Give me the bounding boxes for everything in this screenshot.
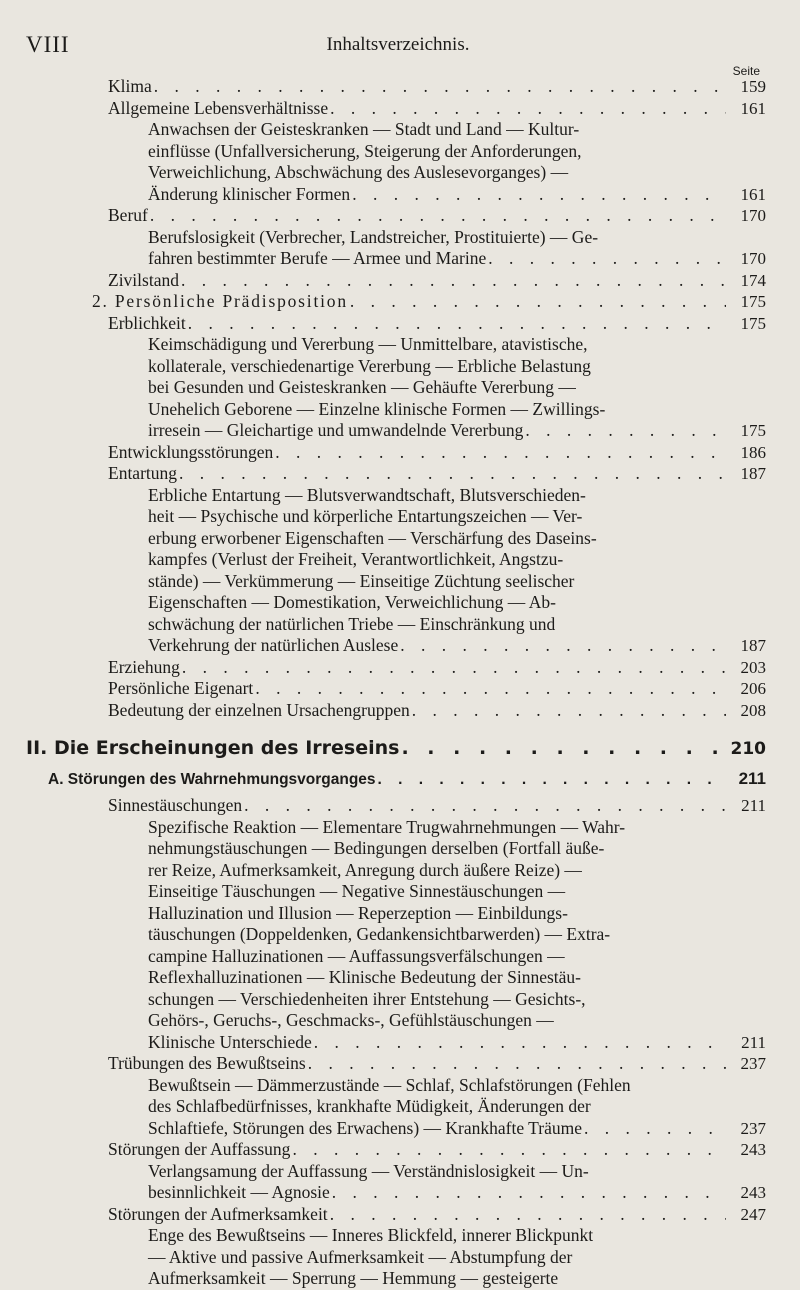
dot-leader bbox=[292, 1139, 726, 1160]
dot-leader bbox=[182, 657, 726, 678]
description-line: Gehörs-, Geruchs-, Geschmacks-, Gefühlstäuschungen — bbox=[148, 1010, 554, 1030]
toc-page-number: 243 bbox=[740, 1140, 766, 1159]
toc-page-number: 159 bbox=[740, 77, 766, 96]
description-line: kampfes (Verlust der Freiheit, Verantwortlichkeit, Angstzu- bbox=[148, 549, 564, 569]
dot-leader bbox=[244, 795, 726, 816]
dot-leader bbox=[401, 737, 726, 759]
toc-page-number: 187 bbox=[740, 464, 766, 483]
description-last-line: Verkehrung der natürlichen Auslese bbox=[148, 635, 399, 655]
description-line: nehmungstäuschungen — Bedingungen derselben (Fortfall äuße- bbox=[148, 838, 605, 858]
toc-entry-title: Persönliche Eigenart bbox=[108, 678, 254, 698]
toc-page-number: 175 bbox=[740, 313, 766, 333]
description-line: Erbliche Entartung — Blutsverwandtschaft, Blutsverschieden- bbox=[148, 484, 586, 505]
description-line: Keimschädigung und Vererbung — Unmittelbare, atavistische, bbox=[148, 334, 588, 354]
toc-entry-title: Entwicklungsstörungen bbox=[108, 441, 274, 462]
toc-entry-title: Störungen der Auffassung bbox=[108, 1139, 291, 1159]
description-line: Halluzination und Illusion — Reperzeption — Einbildungs- bbox=[148, 902, 568, 923]
dot-leader bbox=[181, 270, 726, 291]
description-last-line: besinnlichkeit — Agnosie bbox=[148, 1182, 330, 1202]
toc-entry-entartung bbox=[0, 463, 800, 485]
description-line: kollaterale, verschiedenartige Vererbung — Erbliche Belastung bbox=[148, 355, 591, 376]
toc-page-number: 170 bbox=[740, 249, 766, 268]
description-line: Reflexhalluzinationen — Klinische Bedeutung der Sinnestäu- bbox=[148, 967, 582, 987]
subsection-title: A. Störungen des Wahrnehmungsvorganges bbox=[48, 771, 376, 788]
toc-page-number: 247 bbox=[740, 1204, 766, 1224]
dot-leader bbox=[330, 1204, 726, 1225]
toc-page-number: 175 bbox=[740, 421, 766, 440]
dot-leader bbox=[584, 1118, 726, 1140]
description-last-line: Schlaftiefe, Störungen des Erwachens) — Krankhafte Träume bbox=[148, 1117, 582, 1138]
toc-entry-truebungen-des-bewusstseins bbox=[0, 1053, 800, 1075]
toc-page-number: 161 bbox=[740, 184, 766, 204]
toc-page-number: 243 bbox=[740, 1183, 766, 1202]
toc-page-number: 186 bbox=[740, 442, 766, 462]
description-last-line: Klinische Unterschiede bbox=[148, 1031, 312, 1052]
dot-leader bbox=[350, 291, 726, 312]
description-line: täuschungen (Doppeldenken, Gedankensichtbarwerden) — Extra- bbox=[148, 924, 611, 944]
dot-leader bbox=[378, 771, 726, 789]
page-number: VIII bbox=[26, 32, 70, 57]
toc-description-spezifische-reaktion bbox=[0, 817, 800, 1054]
toc-entry-title: 2. Persönliche Prädisposition bbox=[92, 291, 348, 311]
dot-leader bbox=[412, 700, 726, 721]
toc-entry-title: Erblichkeit bbox=[108, 312, 186, 333]
dot-leader bbox=[525, 420, 726, 442]
toc-entry-sinnestaeuschungen bbox=[0, 795, 800, 817]
toc-page-number: 175 bbox=[740, 292, 766, 311]
toc-page-number: 170 bbox=[740, 206, 766, 225]
toc-entry-title: Störungen der Aufmerksamkeit bbox=[108, 1203, 328, 1224]
table-of-contents bbox=[0, 76, 800, 1290]
seite-column-label: Seite bbox=[732, 64, 760, 78]
dot-leader bbox=[330, 98, 726, 119]
description-line: Berufslosigkeit (Verbrecher, Landstreicher, Prostituierte) — Ge- bbox=[148, 226, 599, 247]
toc-description-enge-des-bewusstseins bbox=[0, 1225, 800, 1290]
toc-description-keimschaedigung bbox=[0, 334, 800, 442]
toc-entry-erblichkeit bbox=[0, 313, 800, 335]
dot-leader bbox=[179, 463, 726, 484]
description-line: erbung erworbener Eigenschaften — Verschärfung des Daseins- bbox=[148, 527, 597, 548]
toc-page-number: 208 bbox=[740, 700, 766, 720]
description-line: schwächung der natürlichen Triebe — Einschränkung und bbox=[148, 613, 556, 634]
toc-entry-persoenliche-eigenart bbox=[0, 678, 800, 700]
toc-entry-bedeutung bbox=[0, 700, 800, 722]
description-line: heit — Psychische und körperliche Entartungszeichen — Ver- bbox=[148, 506, 583, 526]
toc-page-number: 211 bbox=[738, 769, 766, 788]
toc-page-number: 187 bbox=[740, 636, 766, 655]
description-line: Bewußtsein — Dämmerzustände — Schlaf, Schlafstörungen (Fehlen bbox=[148, 1074, 631, 1095]
dot-leader bbox=[308, 1053, 726, 1074]
description-line: einflüsse (Unfallversicherung, Steigerung der Anforderungen, bbox=[148, 140, 582, 161]
dot-leader bbox=[314, 1032, 726, 1054]
dot-leader bbox=[332, 1182, 726, 1204]
dot-leader bbox=[150, 205, 726, 226]
description-line: schungen — Verschiedenheiten ihrer Entstehung — Gesichts-, bbox=[148, 988, 586, 1009]
description-line: bei Gesunden und Geisteskranken — Gehäufte Vererbung — bbox=[148, 377, 576, 397]
toc-page-number: 203 bbox=[740, 657, 766, 677]
description-line: Unehelich Geborene — Einzelne klinische Formen — Zwillings- bbox=[148, 398, 606, 419]
toc-entry-title: Zivilstand bbox=[108, 269, 179, 290]
description-last-line: Änderung klinischer Formen bbox=[148, 183, 351, 204]
toc-page-number: 237 bbox=[740, 1118, 766, 1138]
dot-leader bbox=[352, 184, 726, 206]
toc-entry-entwicklungsstoerungen bbox=[0, 442, 800, 464]
toc-entry-title: Bedeutung der einzelnen Ursachengruppen bbox=[108, 699, 410, 720]
description-line: — Aktive und passive Aufmerksamkeit — Abstumpfung der bbox=[148, 1246, 573, 1267]
dot-leader bbox=[400, 635, 726, 657]
toc-entry-title: Sinnestäuschungen bbox=[108, 795, 243, 815]
description-line: Verlangsamung der Auffassung — Verständnislosigkeit — Un- bbox=[148, 1160, 589, 1181]
toc-page-number: 237 bbox=[740, 1054, 766, 1073]
toc-entry-beruf bbox=[0, 205, 800, 227]
toc-entry-stoerungen-der-auffassung bbox=[0, 1139, 800, 1161]
toc-entry-klima bbox=[0, 76, 800, 98]
toc-entry-title: Allgemeine Lebensverhältnisse bbox=[108, 97, 329, 118]
toc-description-bewusstsein bbox=[0, 1075, 800, 1140]
dot-leader bbox=[255, 678, 726, 699]
description-line: Einseitige Täuschungen — Negative Sinnestäuschungen — bbox=[148, 881, 566, 901]
toc-entry-persoenliche-praedisposition bbox=[0, 291, 800, 313]
toc-page-number: 211 bbox=[741, 1032, 766, 1052]
description-last-line: irresein — Gleichartige und umwandelnde Vererbung bbox=[148, 420, 524, 440]
toc-entry-allgemeine-lebensverhaeltnisse bbox=[0, 98, 800, 120]
toc-entry-title: Beruf bbox=[108, 205, 148, 225]
description-line: Anwachsen der Geisteskranken — Stadt und Land — Kultur- bbox=[148, 119, 580, 139]
description-line: Verweichlichung, Abschwächung des Auslesevorganges) — bbox=[148, 162, 569, 182]
description-line: Eigenschaften — Domestikation, Verweichlichung — Ab- bbox=[148, 592, 556, 612]
toc-page-number: 174 bbox=[740, 270, 766, 290]
dot-leader bbox=[488, 248, 726, 270]
toc-page-number: 210 bbox=[730, 739, 766, 759]
description-line: Spezifische Reaktion — Elementare Trugwahrnehmungen — Wahr- bbox=[148, 816, 626, 837]
dot-leader bbox=[188, 313, 726, 334]
toc-entry-stoerungen-der-aufmerksamkeit bbox=[0, 1204, 800, 1226]
running-head bbox=[26, 32, 770, 58]
toc-page-number: 206 bbox=[740, 679, 766, 698]
toc-entry-title: Entartung bbox=[108, 463, 178, 483]
toc-entry-title: Klima bbox=[108, 76, 152, 96]
toc-subsection-a bbox=[0, 769, 800, 795]
description-last-line: fahren bestimmter Berufe — Armee und Marine bbox=[148, 248, 487, 268]
toc-entry-zivilstand bbox=[0, 270, 800, 292]
description-line: rer Reize, Aufmerksamkeit, Anregung durch äußere Reize) — bbox=[148, 859, 582, 880]
toc-page-number: 211 bbox=[741, 796, 766, 815]
description-line: stände) — Verkümmerung — Einseitige Züchtung seelischer bbox=[148, 570, 575, 591]
description-line: des Schlafbedürfnisses, krankhafte Müdigkeit, Änderungen der bbox=[148, 1096, 591, 1116]
dot-leader bbox=[275, 442, 726, 463]
dot-leader bbox=[154, 76, 726, 97]
toc-description-anwachsen bbox=[0, 119, 800, 205]
toc-entry-title: Erziehung bbox=[108, 656, 180, 677]
section-title: II. Die Erscheinungen des Irreseins bbox=[26, 737, 400, 759]
toc-description-verlangsamung bbox=[0, 1161, 800, 1204]
toc-description-berufslosigkeit bbox=[0, 227, 800, 270]
toc-section-ii bbox=[0, 737, 800, 767]
toc-description-erbliche-entartung bbox=[0, 485, 800, 657]
description-line: Enge des Bewußtseins — Inneres Blickfeld, innerer Blickpunkt bbox=[148, 1225, 594, 1245]
description-line: campine Halluzinationen — Auffassungsverfälschungen — bbox=[148, 945, 565, 966]
description-line: Aufmerksamkeit — Sperrung — Hemmung — gesteigerte bbox=[148, 1268, 559, 1288]
toc-entry-title: Trübungen des Bewußtseins bbox=[108, 1053, 306, 1073]
toc-page-number: 161 bbox=[740, 98, 766, 118]
toc-entry-erziehung bbox=[0, 657, 800, 679]
page-title: Inhaltsverzeichnis. bbox=[326, 34, 470, 55]
